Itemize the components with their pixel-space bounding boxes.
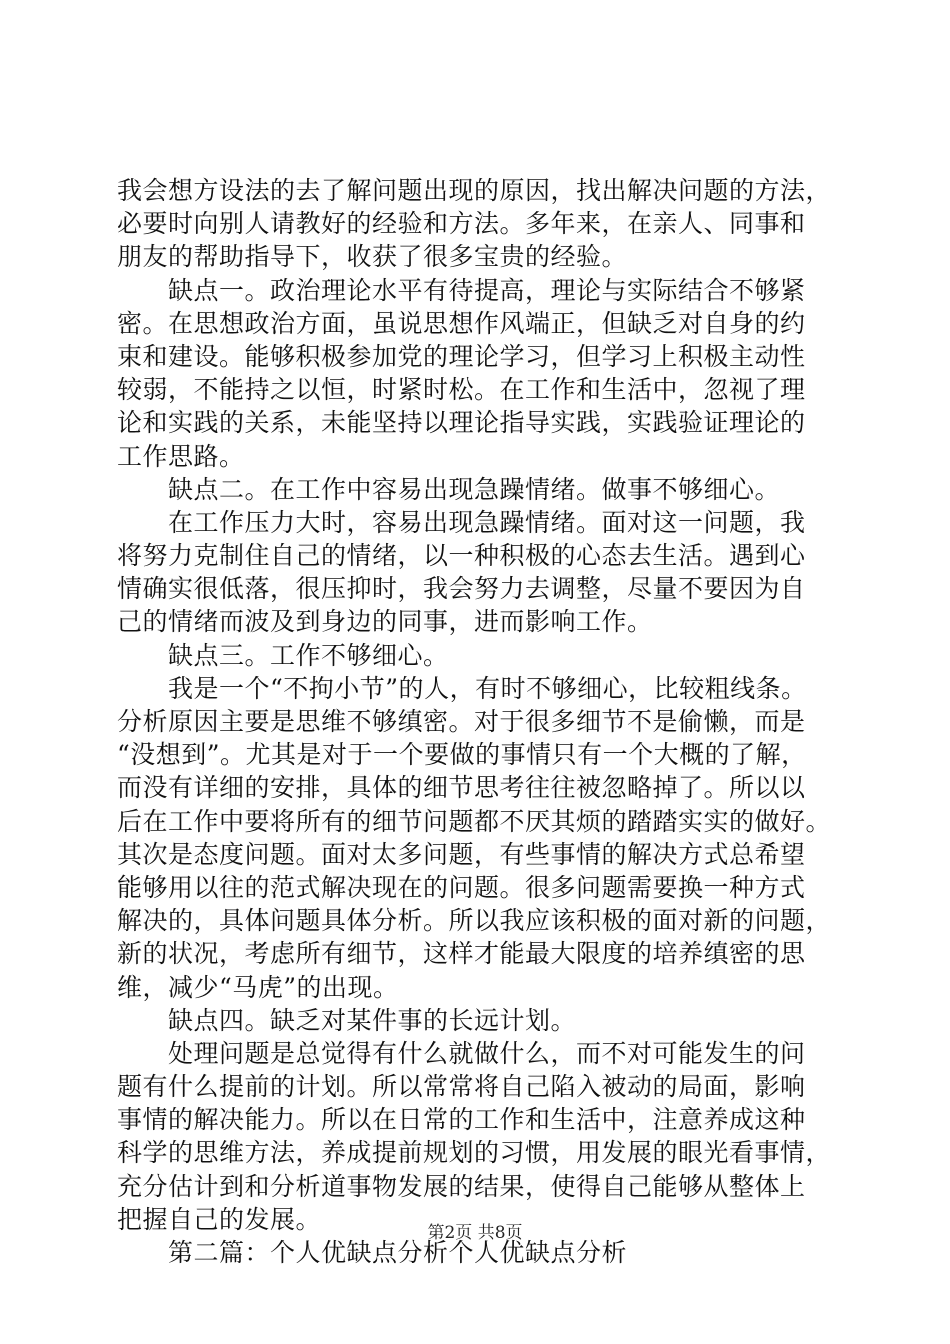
text-line: 解决的，具体问题具体分析。所以我应该积极的面对新的问题， [117, 906, 832, 936]
text-line: 其次是态度问题。面对太多问题，有些事情的解决方式总希望 [117, 839, 806, 869]
text-line: 缺点一。政治理论水平有待提高，理论与实际结合不够紧 [117, 275, 806, 305]
text-line: 缺点二。在工作中容易出现急躁情绪。做事不够细心。 [117, 474, 781, 504]
text-line: 论和实践的关系，未能坚持以理论指导实践，实践验证理论的 [117, 408, 806, 438]
text-line: 缺点四。缺乏对某件事的长远计划。 [117, 1005, 577, 1035]
text-line: “没想到”。尤其是对于一个要做的事情只有一个大概的了解， [117, 740, 807, 770]
text-line: 缺点三。工作不够细心。 [117, 640, 449, 670]
text-line: 我会想方设法的去了解问题出现的原因，找出解决问题的方法， [117, 176, 832, 205]
text-line: 题有什么提前的计划。所以常常将自己陷入被动的局面，影响 [117, 1072, 806, 1102]
text-line: 把握自己的发展。 [117, 1204, 322, 1234]
text-line: 充分估计到和分析道事物发展的结果，使得自己能够从整体上 [117, 1171, 806, 1201]
text-line: 维，减少“马虎”的出现。 [117, 972, 399, 1002]
text-line: 事情的解决能力。所以在日常的工作和生活中，注意养成这种 [117, 1105, 806, 1135]
page-footer: 第2页 共8页 [427, 1223, 523, 1243]
text-line: 科学的思维方法，养成提前规划的习惯，用发展的眼光看事情， [117, 1138, 832, 1168]
text-line: 后在工作中要将所有的细节问题都不厌其烦的踏踏实实的做好。 [117, 806, 832, 836]
text-line: 能够用以往的范式解决现在的问题。很多问题需要换一种方式 [117, 872, 806, 902]
text-line: 处理问题是总觉得有什么就做什么，而不对可能发生的问 [117, 1038, 806, 1068]
section-heading: 第二篇：个人优缺点分析个人优缺点分析 [117, 1238, 628, 1267]
text-line: 分析原因主要是思维不够缜密。对于很多细节不是偷懒，而是 [117, 707, 806, 736]
text-line: 己的情绪而波及到身边的同事，进而影响工作。 [117, 607, 653, 637]
text-line: 而没有详细的安排，具体的细节思考往往被忽略掉了。所以以 [117, 773, 806, 803]
text-line: 在工作压力大时，容易出现急躁情绪。面对这一问题，我 [117, 507, 806, 537]
text-line: 情确实很低落，很压抑时，我会努力去调整，尽量不要因为自 [117, 574, 806, 604]
text-line: 束和建设。能够积极参加党的理论学习，但学习上积极主动性 [117, 341, 806, 371]
text-line: 必要时向别人请教好的经验和方法。多年来，在亲人、同事和 [117, 209, 806, 239]
text-line: 新的状况，考虑所有细节，这样才能最大限度的培养缜密的思 [117, 939, 806, 969]
text-line: 将努力克制住自己的情绪，以一种积极的心态去生活。遇到心 [117, 541, 806, 571]
text-line: 工作思路。 [117, 441, 245, 471]
text-line: 较弱，不能持之以恒，时紧时松。在工作和生活中，忽视了理 [117, 375, 806, 405]
text-line: 我是一个“不拘小节”的人，有时不够细心，比较粗线条。 [117, 673, 807, 703]
text-line: 朋友的帮助指导下，收获了很多宝贵的经验。 [117, 242, 628, 272]
document-body [117, 174, 837, 1269]
text-line: 密。在思想政治方面，虽说思想作风端正，但缺乏对自身的约 [117, 308, 806, 338]
